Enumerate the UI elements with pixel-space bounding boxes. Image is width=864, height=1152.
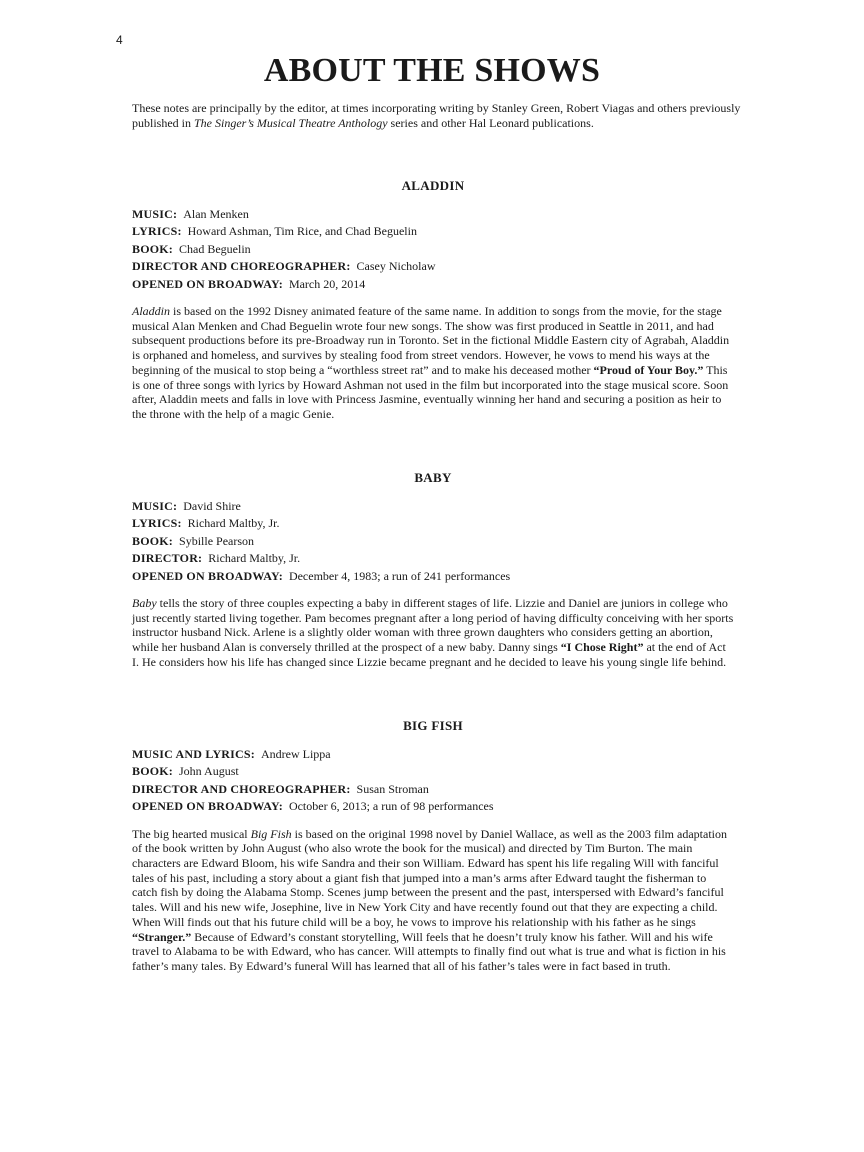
credits-list <box>132 746 734 816</box>
credit-value: October 6, 2013; a run of 98 performances <box>288 799 494 814</box>
credit-value: Richard Maltby, Jr. <box>187 516 280 531</box>
credits-list <box>132 206 734 293</box>
credit-label: OPENED ON BROADWAY: <box>132 276 283 291</box>
show-description <box>132 596 734 670</box>
credit-value: March 20, 2014 <box>288 276 366 291</box>
credit-row <box>132 781 734 798</box>
anthology-title: The Singer’s Musical Theatre Anthology <box>194 115 388 130</box>
show-section-baby <box>132 470 734 670</box>
credit-row <box>132 258 734 275</box>
description-lead: The big hearted musical <box>132 826 251 841</box>
credit-row <box>132 798 734 815</box>
credit-value: David Shire <box>183 499 241 513</box>
credit-row <box>132 223 734 240</box>
show-name-italic: Baby <box>132 596 157 611</box>
intro-text-end: series and other Hal Leonard publications. <box>387 115 594 130</box>
credit-row <box>132 550 734 567</box>
credit-value: Andrew Lippa <box>260 747 331 761</box>
intro-paragraph <box>132 101 742 130</box>
credit-row <box>132 276 734 293</box>
credit-row <box>132 498 734 515</box>
show-title: BIG FISH <box>403 718 463 733</box>
credit-row <box>132 568 734 585</box>
credit-label: MUSIC: <box>132 499 178 513</box>
credit-value: Casey Nicholaw <box>356 259 436 274</box>
credit-value: Chad Beguelin <box>179 241 251 256</box>
credit-row <box>132 241 734 258</box>
credit-label: BOOK: <box>132 764 174 779</box>
credit-value: Howard Ashman, Tim Rice, and Chad Beguelin <box>187 224 417 239</box>
description-text: is based on the 1992 Disney animated feature of the same name. In addition to songs from the movie, for the stage musical Alan Menken and Chad Beguelin wrote four new songs. The show was first produced in Seattle in 2011, and had subsequent productions before its pre-Broadway run in Toronto. Set in the fictional Middle Eastern city of Agrabah, Aladdin is orphaned and homeless, and survives by stealing food from street vendors. However, he vows to mend his ways at the beginning of the musical to stop being a “worthless street rat” and to make his deceased mother <box>132 304 730 377</box>
description-text: This is one of three songs with lyrics by Howard Ashman not used in the film but incorporated into the stage musical score. Soon after, Aladdin meets and falls in love with Princess Jasmine, eventually winning her hand and securing a position as heir to the throne with the help of a magic Genie. <box>132 362 729 421</box>
credit-label: BOOK: <box>132 241 174 256</box>
show-description <box>132 304 734 422</box>
credit-value: John August <box>179 764 239 779</box>
credit-row <box>132 763 734 780</box>
credit-value: Richard Maltby, Jr. <box>208 551 301 566</box>
description-text: is based on the original 1998 novel by Daniel Wallace, as well as the 2003 film adaptation of the book written by John August (who also wrote the book for the musical) and directed by Tim Burton. The main characters are Edward Bloom, his wife Sandra and their son William. Edward has spent his life regaling Will with fanciful tales of his past, including a story about a giant fish that jumped into a man’s arms after Edward taught the fisherman to catch fish by doing the Alabama Stomp. Scenes jump between the present and the past, interspersed with Edward’s fanciful tales. Will and his new wife, Josephine, live in New York City and have recently found out that they are expecting a child. When Will finds out that his future child will be a boy, he vows to improve his relationship with his father as he sings <box>132 826 727 929</box>
show-name-italic: Big Fish <box>250 826 292 841</box>
credit-label: DIRECTOR: <box>132 551 203 566</box>
page-number: 4 <box>116 33 123 47</box>
credit-row <box>132 206 734 223</box>
show-name-italic: Aladdin <box>132 304 170 319</box>
song-title: “Stranger.” <box>132 929 192 944</box>
description-text: at the end of Act I. He considers how his life has changed since Lizzie became pregnant and he decided to leave his young single life behind. <box>132 640 727 669</box>
song-title: “Proud of Your Boy.” <box>593 362 704 377</box>
description-text: tells the story of three couples expecting a baby in different stages of life. Lizzie and Daniel are juniors in college who just recently started living together. Pam becomes pregnant after a long period of having difficulty conceiving with her sports instructor husband Nick. Arlene is a slightly older woman with three grown daughters who considers getting an abortion, while her husband Alan is conversely thrilled at the prospect of a new baby. Danny sings <box>132 596 734 655</box>
credit-row <box>132 533 734 550</box>
show-title: BABY <box>414 470 452 485</box>
credit-label: BOOK: <box>132 533 174 548</box>
credit-value: Sybille Pearson <box>179 533 255 548</box>
credit-value: Alan Menken <box>183 207 249 221</box>
show-title: ALADDIN <box>401 178 465 193</box>
show-description <box>132 827 734 974</box>
page-title: ABOUT THE SHOWS <box>263 52 601 89</box>
credit-label: DIRECTOR AND CHOREOGRAPHER: <box>132 781 351 796</box>
credit-value: Susan Stroman <box>356 781 429 796</box>
intro-text: These notes are principally by the editor, at times incorporating writing by Stanley Green, Robert Viagas and others previously published in <box>132 101 741 130</box>
credit-label: LYRICS: <box>132 224 182 239</box>
credit-value: December 4, 1983; a run of 241 performances <box>288 568 511 583</box>
credit-label: OPENED ON BROADWAY: <box>132 799 283 814</box>
credit-row <box>132 746 734 763</box>
show-section-aladdin <box>132 178 734 422</box>
credit-label: MUSIC AND LYRICS: <box>132 747 255 761</box>
credit-row <box>132 515 734 532</box>
credit-label: OPENED ON BROADWAY: <box>132 568 283 583</box>
song-title: “I Chose Right” <box>560 640 644 655</box>
credit-label: LYRICS: <box>132 516 182 531</box>
credit-label: MUSIC: <box>132 207 178 221</box>
show-section-big-fish <box>132 718 734 974</box>
credits-list <box>132 498 734 585</box>
description-text: Because of Edward’s constant storytelling, Will feels that he doesn’t truly know his father. Will and his wife travel to Alabama to be with Edward, who has cancer. Will attempts to finally find out what is true and what is fiction in his father’s many tales. By Edward’s funeral Will has learned that all of his father’s tales were in fact based in truth. <box>132 929 726 973</box>
credit-label: DIRECTOR AND CHOREOGRAPHER: <box>132 259 351 274</box>
